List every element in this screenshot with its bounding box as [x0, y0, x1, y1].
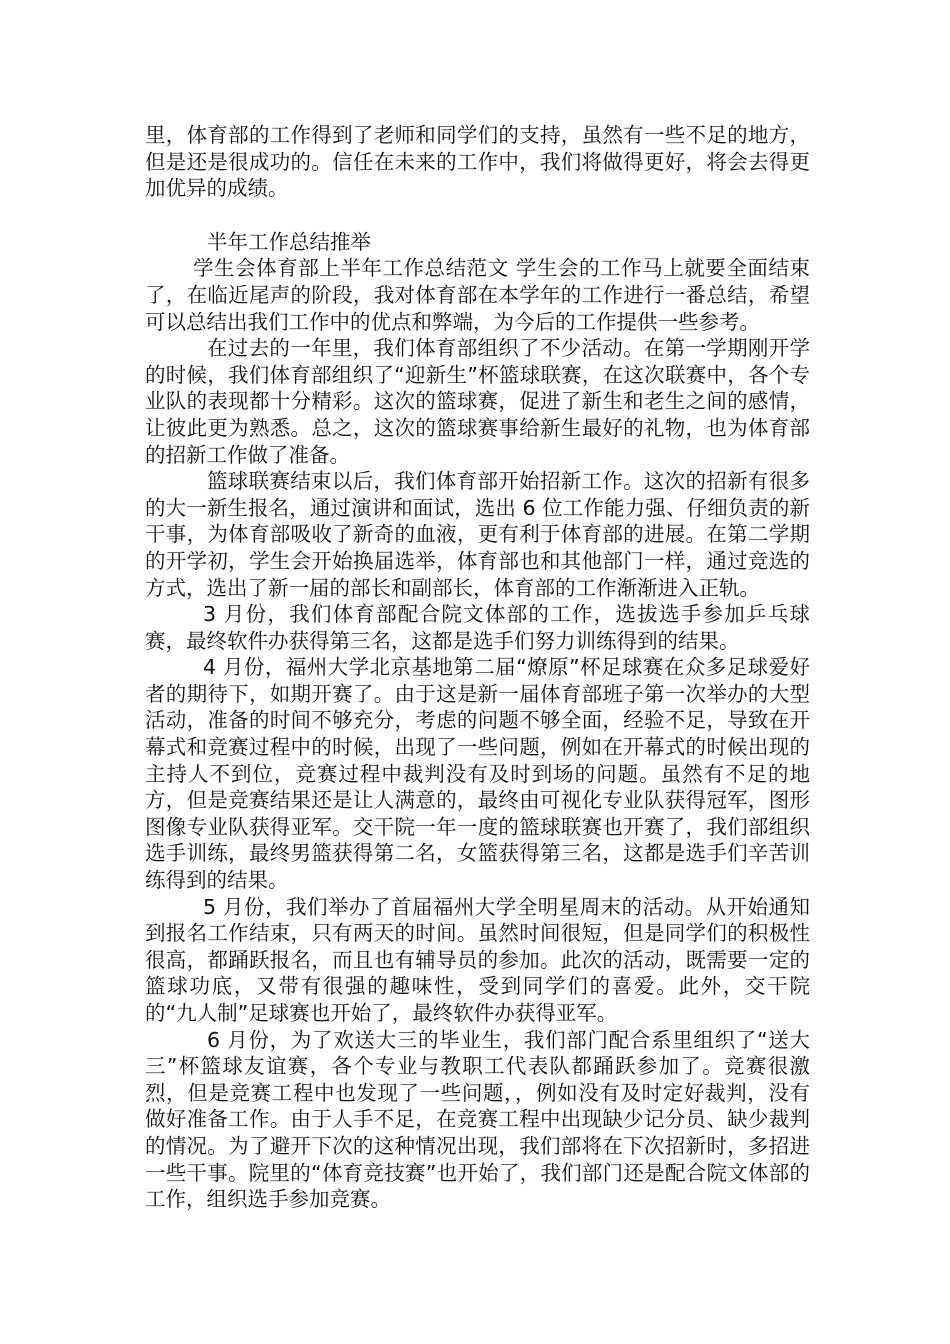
paragraph-past-year: 在过去的一年里，我们体育部组织了不少活动。在第一学期刚开学的时候，我们体育部组织了“迎新生”杯篮球联赛，在这次联赛中，各个专业队的表现都十分精彩。这次的篮球赛，促进了新生和老生之间的感情，让彼此更为熟悉。总之，这次的篮球赛事给新生最好的礼物，也为体育部的招新工作做了准备。: [145, 336, 810, 467]
paragraph-april: 4 月份，福州大学北京基地第二届“燎原”杯足球赛在众多足球爱好者的期待下，如期开赛了。由于这是新一届体育部班子第一次举办的大型活动，准备的时间不够充分，考虑的问题不够全面，经验不足，导致在开幕式和竞赛过程中的时候，出现了一些问题，例如在开幕式的时候出现的主持人不到位，竞赛过程中裁判没有及时到场的问题。虽然有不足的地方，但是竞赛结果还是让人满意的，最终由可视化专业队获得冠军，图形图像专业队获得亚军。交干院一年一度的篮球联赛也开赛了，我们部组织选手训练，最终男篮获得第二名，女篮获得第三名，这都是选手们辛苦训练得到的结果。: [145, 655, 810, 893]
section-heading: 半年工作总结推举: [207, 229, 371, 254]
paragraph-may: 5 月份，我们举办了首届福州大学全明星周末的活动。从开始通知到报名工作结束，只有两天的时间。虽然时间很短，但是同学们的积极性很高，都踊跃报名，而且也有辅导员的参加。此次的活动，既需要一定的篮球功底，又带有很强的趣味性，受到同学们的喜爱。此外，交干院的“九人制”足球赛也开始了，最终软件办获得亚军。: [145, 894, 810, 1025]
paragraph-june: 6 月份，为了欢送大三的毕业生，我们部门配合系里组织了“送大三”杯篮球友谊赛，各个专业与教职工代表队都踊跃参加了。竞赛很激烈，但是竞赛工程中也发现了一些问题，，例如没有及时定好裁判，没有做好准备工作。由于人手不足，在竞赛工程中出现缺少记分员、缺少裁判的情况。为了避开下次的这种情况出现，我们部将在下次招新时，多招进一些干事。院里的“体育竞技赛”也开始了，我们部门还是配合院文体部的工作，组织选手参加竞赛。: [145, 1027, 810, 1212]
paragraph-intro: 里，体育部的工作得到了老师和同学们的支持，虽然有一些不足的地方，但是还是很成功的。信任在未来的工作中，我们将做得更好，将会去得更加优异的成绩。: [145, 123, 810, 201]
paragraph-recruitment: 篮球联赛结束以后，我们体育部开始招新工作。这次的招新有很多的大一新生报名，通过演讲和面试，选出 6 位工作能力强、仔细负责的新干事，为体育部吸收了新奇的血液，更有利于体育部的进展。在第二学期的开学初，学生会开始换届选举，体育部也和其他部门一样，通过竞选的方式，选出了新一届的部长和副部长，体育部的工作渐渐进入正轨。: [145, 469, 810, 600]
blank-line: [145, 202, 810, 229]
paragraph-march: 3 月份，我们体育部配合院文体部的工作，选拔选手参加乒乓球赛，最终软件办获得第三名，这都是选手们努力训练得到的结果。: [145, 602, 810, 653]
document-page: [145, 122, 810, 1213]
paragraph-summary-intro: 学生会体育部上半年工作总结范文 学生会的工作马上就要全面结束了，在临近尾声的阶段，我对体育部在本学年的工作进行一番总结，希望可以总结出我们工作中的优点和弊端，为今后的工作提供一些参考。: [145, 256, 810, 334]
